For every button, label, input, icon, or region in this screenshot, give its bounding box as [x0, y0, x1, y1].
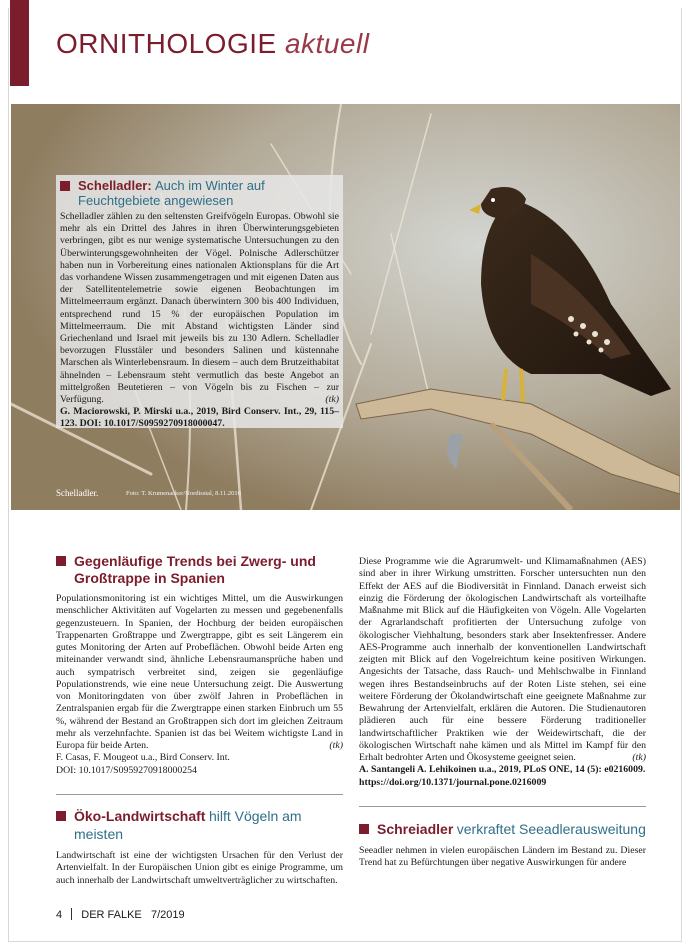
- article-trappen-title: Gegenläufige Trends bei Zwerg- und Großtrappe in Spanien: [74, 553, 316, 586]
- info-box-schelladler: [56, 175, 343, 428]
- photo-credit: Foto: T. Krumenacker/Nordisstal, 8.11.2016: [126, 490, 241, 497]
- article-oeko-text-right: Diese Programme wie die Agrarumwelt- und Klimamaßnahmen (AES) sind aber in ihrer Wirkung umstritten. Forscher untersuchten nun den Effekt der AES auf die Biodiversität in Finnland. Danach erweist sich einzig die Förderung der ökologischen Landwirtschaft als vorteilhafte Maßnahme mit Blick auf die Häufigkeiten von Vögeln. Alle Vogelarten der Agrarlandschaft profitierten der Untersuchung zufolge von ökologischer Viehhaltung, besonders stark aber Insektenfresser. Andere AES-Programme auch innerhalb der konventionellen Landwirtschaft zeigten mit Blick auf den Vogelreichtum keine positiven Wirkungen. Angesichts der Tatsache, dass Rauch- und Mehlschwalbe in Finnland wegen ihres Bestandseinbruchs auf der Roten Liste stehen, sei eine weitere Förderung der Ökolandwirtschaft eine geeignete Maßnahme zur Bewahrung der Artenvielfalt, erklären die Autoren. Die Studienautoren plädieren auch für eine bessere Förderung traditioneller landwirtschaftlicher Praktiken wie der Weidewirtschaft, die der ökologischen Wirtschaft nahe kämen und als Mittel im Kampf für den Erhalt bedrohter Arten und Ökosysteme geeignet seien. (tk): [359, 556, 646, 763]
- article-oeko: [56, 808, 343, 887]
- author-sign: (tk): [329, 740, 343, 751]
- article-schreiadler-text: Seeadler nehmen in vielen europäischen Ländern im Bestand zu. Dieser Trend hat zu Befürchtungen über negative Auswirkungen für andere: [359, 845, 646, 869]
- section-title: ORNITHOLOGIE: [56, 28, 277, 59]
- header-accent-bar: [10, 0, 29, 86]
- page-footer: [56, 908, 185, 921]
- info-box-text: Schelladler zählen zu den seltensten Greifvögeln Europas. Obwohl sie mehr als ein Drittel des Jahres in ihren Überwinterungsgebieten verbringen, gibt es nur wenige systematische Untersuchungen zu den Überwinterungsgewohnheiten der Vögel. Polnische Adlerschützer haben nun in Vorbereitung eines nationalen Aktionsplans für die Art das vorhandene Wissen zusammengetragen und mit eigenen Daten aus der Satellitentelemetrie sowie eigenen Beobachtungen im Mittelmeerraum ergänzt. Danach überwintern 300 bis 400 Individuen, entsprechend rund 15 % der europäischen Population im Mittelmeerraum. Die mit Abstand wichtigsten Länder sind Griechenland und Israel mit jeweils bis zu 130 Adlern. Schelladler bevorzugen Flusstäler und besonders Salinen und küstennahe Marschen als Winterlebensraum. In diesem – auch dem Brutzeithabitat ähnelnden – Lebensraum steht vermutlich das beste Angebot an mittelgroßen Beutetieren – von Vögeln bis zu Fischen – zur Verfügung. (tk): [60, 211, 339, 406]
- article-trappen: [56, 553, 343, 777]
- square-bullet-icon: [56, 811, 66, 821]
- author-sign: (tk): [325, 394, 339, 406]
- footer-separator: [71, 908, 72, 920]
- divider: [359, 806, 646, 807]
- section-title-italic: aktuell: [284, 28, 370, 59]
- article-oeko-title: Öko-Landwirtschaft hilft Vögeln am meisten: [74, 808, 302, 842]
- info-box-reference: G. Maciorowski, P. Mirski u.a., 2019, Bird Conserv. Int., 29, 115–123. DOI: 10.1017/S0959270918000047.: [60, 406, 339, 430]
- article-schreiadler-heading: [359, 821, 646, 839]
- info-box-heading: [60, 178, 339, 208]
- article-oeko-heading: [56, 808, 343, 844]
- article-oeko-text-left: Landwirtschaft ist eine der wichtigsten Ursachen für den Verlust der Artenvielfalt. In der Europäischen Union gibt es einige Programme, um auch innerhalb der Landwirtschaft umweltverträglicher zu wirtschaften.: [56, 850, 343, 886]
- photo-caption: Schelladler.: [56, 488, 99, 498]
- square-bullet-icon: [56, 556, 66, 566]
- article-schreiadler: [359, 821, 646, 870]
- page-number: 4: [56, 909, 63, 921]
- article-oeko-reference: A. Santangeli A. Lehikoinen u.a., 2019, PLoS ONE, 14 (5): e0216009. https://doi.org/10.1371/journal.pone.0216009: [359, 764, 646, 788]
- magazine-name: DER FALKE: [81, 909, 142, 921]
- square-bullet-icon: [60, 181, 70, 191]
- article-oeko-continued: [359, 556, 646, 789]
- divider: [56, 794, 343, 795]
- section-header: [56, 28, 369, 60]
- author-sign: (tk): [632, 752, 646, 763]
- article-trappen-text: Populationsmonitoring ist ein wichtiges Mittel, um die Auswirkungen menschlicher Aktivitäten auf Vogelarten zu messen und gegebenenfalls gegenzusteuern. In Spanien, der Hochburg der beiden europäischen Trappenarten Großtrappe und Zwergtrappe, gibt es seit Längerem ein gutes Monitoring der Arten auf Probeflächen. Obwohl beide Arten eng miteinander verwandt sind, ähnliche Lebensraumansprüche haben und auch sympatrisch verbreitet sind, zeigen sie gegenläufige Populationstrends, wie eine neue Untersuchung zeigt. Die Auswertung von Monitoringdaten von über zwölf Jahren in Probeflächen in Zentralspanien ergab für die Zwergtrappe einen starken Einbruch um 55 %, während der Bestand an Großtrappen sich dort im gleichen Zeitraum mehr als verzehnfachte. Spanien ist das bei Weitem wichtigste Land in Europa für beide Arten. (tk): [56, 593, 343, 751]
- article-trappen-heading: [56, 553, 343, 587]
- issue-number: 7/2019: [150, 909, 185, 921]
- article-trappen-reference: F. Casas, F. Mougeot u.a., Bird Conserv. Int. DOI: 10.1017/S0959270918000254: [56, 752, 230, 776]
- square-bullet-icon: [359, 824, 369, 834]
- article-schreiadler-title: Schreiadler verkraftet Seeadlerausweitung: [377, 821, 646, 837]
- info-box-title: Schelladler: Auch im Winter auf Feuchtgebiete angewiesen: [78, 178, 265, 208]
